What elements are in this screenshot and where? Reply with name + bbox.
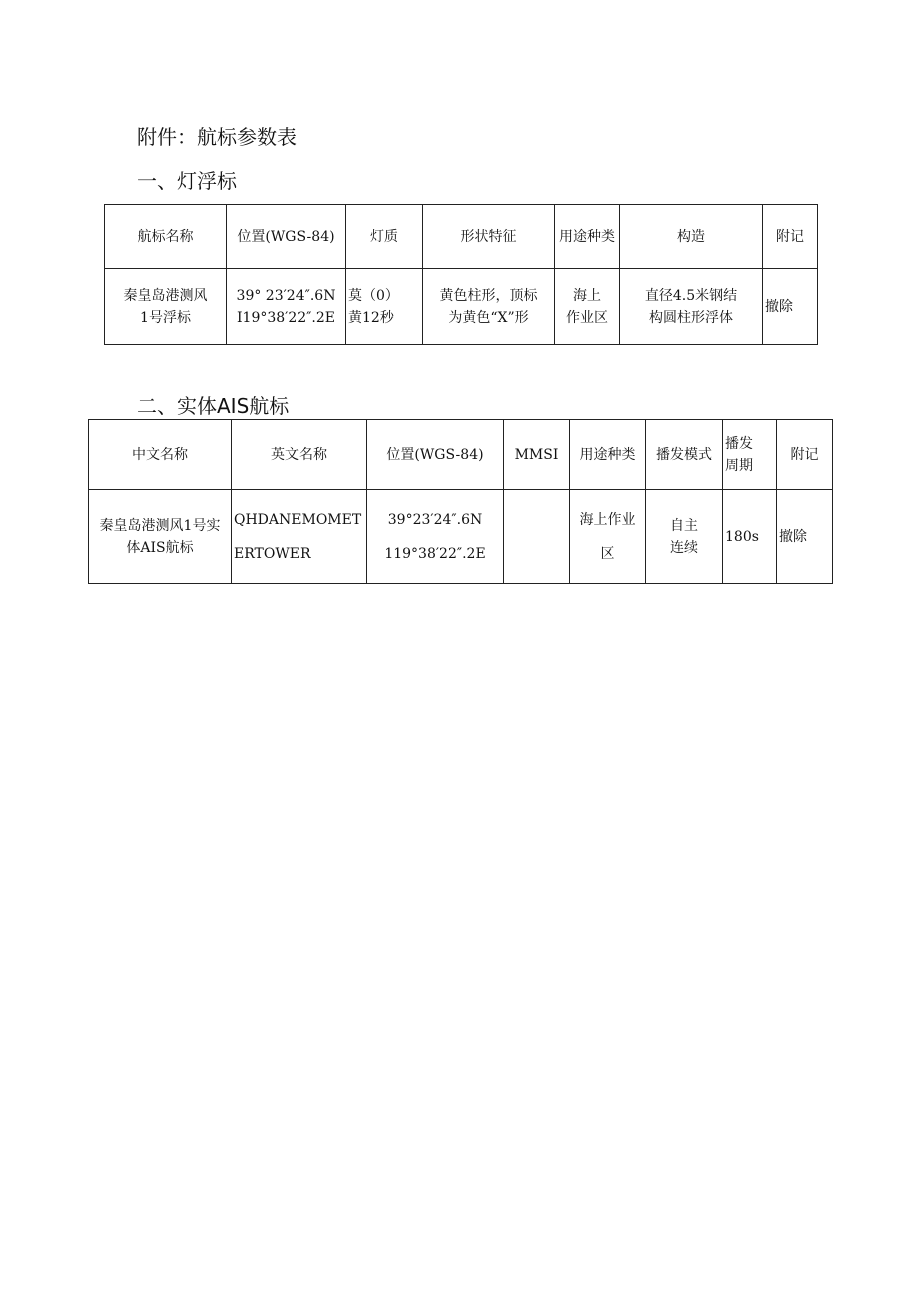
shape-line: 黄色柱形，顶标 [439, 287, 538, 304]
buoy-name-cell [105, 269, 227, 345]
table-header-row [89, 420, 833, 490]
ais-aid-table [88, 419, 833, 584]
header-cell: 用途种类 [555, 205, 620, 269]
light-character: 莫（0） [348, 287, 399, 304]
header-cell [723, 420, 777, 490]
use-line: 海上作业 [579, 511, 636, 528]
buoy-name-line: 秦皇岛港测风 [123, 287, 208, 304]
header-cell: MMSI [504, 420, 570, 490]
buoy-structure-cell [620, 269, 763, 345]
mode-line: 自主 [670, 517, 698, 534]
table-row [105, 269, 818, 345]
header-cell: 附记 [777, 420, 833, 490]
buoy-name-line: 1号浮标 [140, 309, 191, 326]
use-line: 作业区 [566, 309, 608, 326]
ais-note-cell: 撤除 [777, 490, 833, 584]
header-cell: 中文名称 [89, 420, 232, 490]
header-cell: 播发模式 [646, 420, 723, 490]
buoy-note-cell: 撤除 [763, 269, 818, 345]
buoy-light-cell [346, 269, 423, 345]
section1-heading: 一、灯浮标 [137, 169, 237, 193]
ais-cn-name-cell [89, 490, 232, 584]
ais-latitude: 39°23′24″.6N [387, 511, 483, 528]
shape-line: 为黄色“X”形 [448, 309, 529, 326]
header-cell: 灯质 [346, 205, 423, 269]
cn-name-line: 体AIS航标 [126, 539, 194, 556]
buoy-shape-cell [423, 269, 555, 345]
ais-en-name-cell [232, 490, 367, 584]
light-color-period: 黄12秒 [348, 309, 394, 326]
attachment-title: 附件：航标参数表 [137, 125, 297, 149]
use-line: 海上 [573, 287, 601, 304]
table-header-row [105, 205, 818, 269]
header-cell: 构造 [620, 205, 763, 269]
table-row [89, 490, 833, 584]
light-buoy-table [104, 204, 818, 345]
buoy-position-cell [227, 269, 346, 345]
mode-line: 连续 [670, 539, 698, 556]
ais-mode-cell [646, 490, 723, 584]
structure-line: 构圆柱形浮体 [649, 309, 733, 326]
ais-longitude: 119°38′22″.2E [384, 545, 486, 562]
header-cell: 附记 [763, 205, 818, 269]
header-line: 播发 [725, 435, 753, 452]
header-cell: 位置(WGS-84) [227, 205, 346, 269]
structure-line: 直径4.5米钢结 [644, 287, 738, 304]
header-cell: 英文名称 [232, 420, 367, 490]
ais-use-cell [570, 490, 646, 584]
header-cell: 位置(WGS-84) [367, 420, 504, 490]
cn-name-line: 秦皇岛港测风1号实 [99, 517, 221, 534]
header-cell: 用途种类 [570, 420, 646, 490]
ais-period-cell: 180s [723, 490, 777, 584]
header-cell: 航标名称 [105, 205, 227, 269]
use-line: 区 [600, 545, 615, 562]
buoy-longitude: I19°38′22″.2E [237, 309, 335, 326]
header-line: 周期 [725, 457, 753, 474]
en-name-text: QHDANEMOMETERTOWER [234, 511, 362, 562]
buoy-latitude: 39° 23′24″.6N [236, 287, 336, 304]
header-cell: 形状特征 [423, 205, 555, 269]
ais-position-cell [367, 490, 504, 584]
ais-mmsi-cell [504, 490, 570, 584]
section2-heading: 二、实体AIS航标 [137, 394, 290, 418]
buoy-use-cell [555, 269, 620, 345]
